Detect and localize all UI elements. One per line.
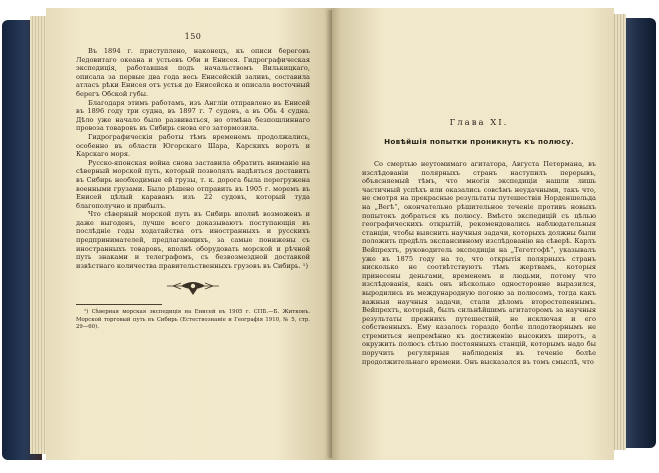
paragraph: Русско-японская война снова заставила обратить вниманіе на сѣверный морской путь, который позволялъ надѣяться доставить въ Сибирь необходимые ей грузы, т. к. дорога была перегружена военными грузами. Было рѣшено отправить въ 1905 г. моремъ въ Енисей цѣлый караванъ изъ 22 судовъ, который туда благополучно и прибылъ. bbox=[76, 158, 310, 210]
right-page bbox=[332, 8, 614, 460]
chapter-title: Новѣйшія попытки проникнуть къ полюсу. bbox=[384, 137, 574, 146]
paragraph: Что сѣверный морской путь въ Сибирь вполнѣ возможенъ и даже выгоденъ, лучше всего доказываютъ поступающія въ послѣдніе годы ходатайства отъ иностранныхъ и русскихъ предпринимателей, предлагающихъ, за самые понижены съ иностранныхъ товаровъ, вполнѣ оборудовать морской и рѣчной путь знаками и телеграфомъ, съ безвозмездной доставкой извѣстнаго количества правительственныхъ грузовъ въ Сибирь. ¹) bbox=[76, 210, 310, 270]
left-page bbox=[46, 8, 332, 460]
fleuron-ornament bbox=[163, 280, 223, 296]
paragraph: Со смертью неутомимаго агитатора, Августа Петермана, въ изслѣдованіи полярныхъ странъ наступилъ перерывъ, объясняемый тѣмъ, что многія экспедиціи нашли лишь частичный успѣхъ или оказались совсѣмъ неудачными, такъ что, не смотря на прекрасные результаты путешествія Норденшельда на „Вегѣ“, окончательно рѣшительное теченіе противъ новыхъ попытокъ добраться къ полюсу. Вмѣсто экспедицій съ цѣлью географическихъ открытій, рекомендовались наблюдательныя станціи, чтобы выяснить научныя задачи, которыхъ должны были положить предѣлъ экспансивному изслѣдованію на сѣверѣ. Карлъ Вейпрехтъ, руководитель экспедиціи на „Тегетгофѣ“, указывалъ уже въ 1875 году на то, что открытія полярныхъ странъ нисколько не соотвѣтствуютъ тѣмъ жертвамъ, которыя принесены деньгами, временемъ и людьми, потому что изслѣдованія, какъ онъ нѣсколько односторонне выразился, выродились въ международную погоню за полюсомъ, тогда какъ важныя научныя задачи, стали дѣломъ второстепеннымъ. Вейпрехтъ, который, былъ сильнѣйшимъ агитаторомъ за научныя результаты прежнихъ путешествій, не исключая и его собственныхъ. Ему казалось гораздо болѣе плодотворнымъ не стремиться непремѣнно къ достиженію высокихъ широтъ, а окружить полюсъ сѣтью постоянныхъ станцій, которымъ надо бы поручить регулярныя наблюденія въ теченіе болѣе продолжительнаго времени. Онъ высказался въ томъ смыслѣ, что bbox=[362, 160, 596, 366]
footnote: ¹) Сѣверная морская экспедиція на Енисей въ 1905 г. СПБ.—Б. Житковъ. Морской торговый путь въ Сибирь (Естествознаніе и Географія 1910, № 5, стр. 29—60). bbox=[76, 309, 310, 330]
paragraph: Въ 1894 г. приступлено, наконецъ, къ описи береговъ Ледовитаго океана и устьевъ Оби и Енисея. Гидрографическая экспедиція, работавшая подъ начальствомъ Вилькицкаго, описала за первые два года весь Енисейскій заливъ, составила атласъ рѣки Енисея отъ устья до Енисейска и описала восточный берегъ Обской губы. bbox=[76, 47, 310, 98]
paragraph: Гидрографическія работы тѣмъ временемъ продолжались, особенно въ области Югорскаго Шара, Карскихъ воротъ и Карскаго моря. bbox=[76, 132, 310, 159]
paragraph: Благодаря этимъ работамъ, изъ Англіи отправлено въ Енисей въ 1896 году три судна, въ 1897 г. 7 судовъ, а въ Обь 4 судна. Дѣло уже начало было развиваться, но отмѣна безпошлиннаго провоза товаровъ въ Сибирь снова его затормозила. bbox=[76, 98, 310, 133]
page-number: 150 bbox=[184, 32, 202, 41]
chapter-heading: Глава XI. bbox=[449, 118, 509, 128]
footnote-rule bbox=[76, 304, 162, 305]
